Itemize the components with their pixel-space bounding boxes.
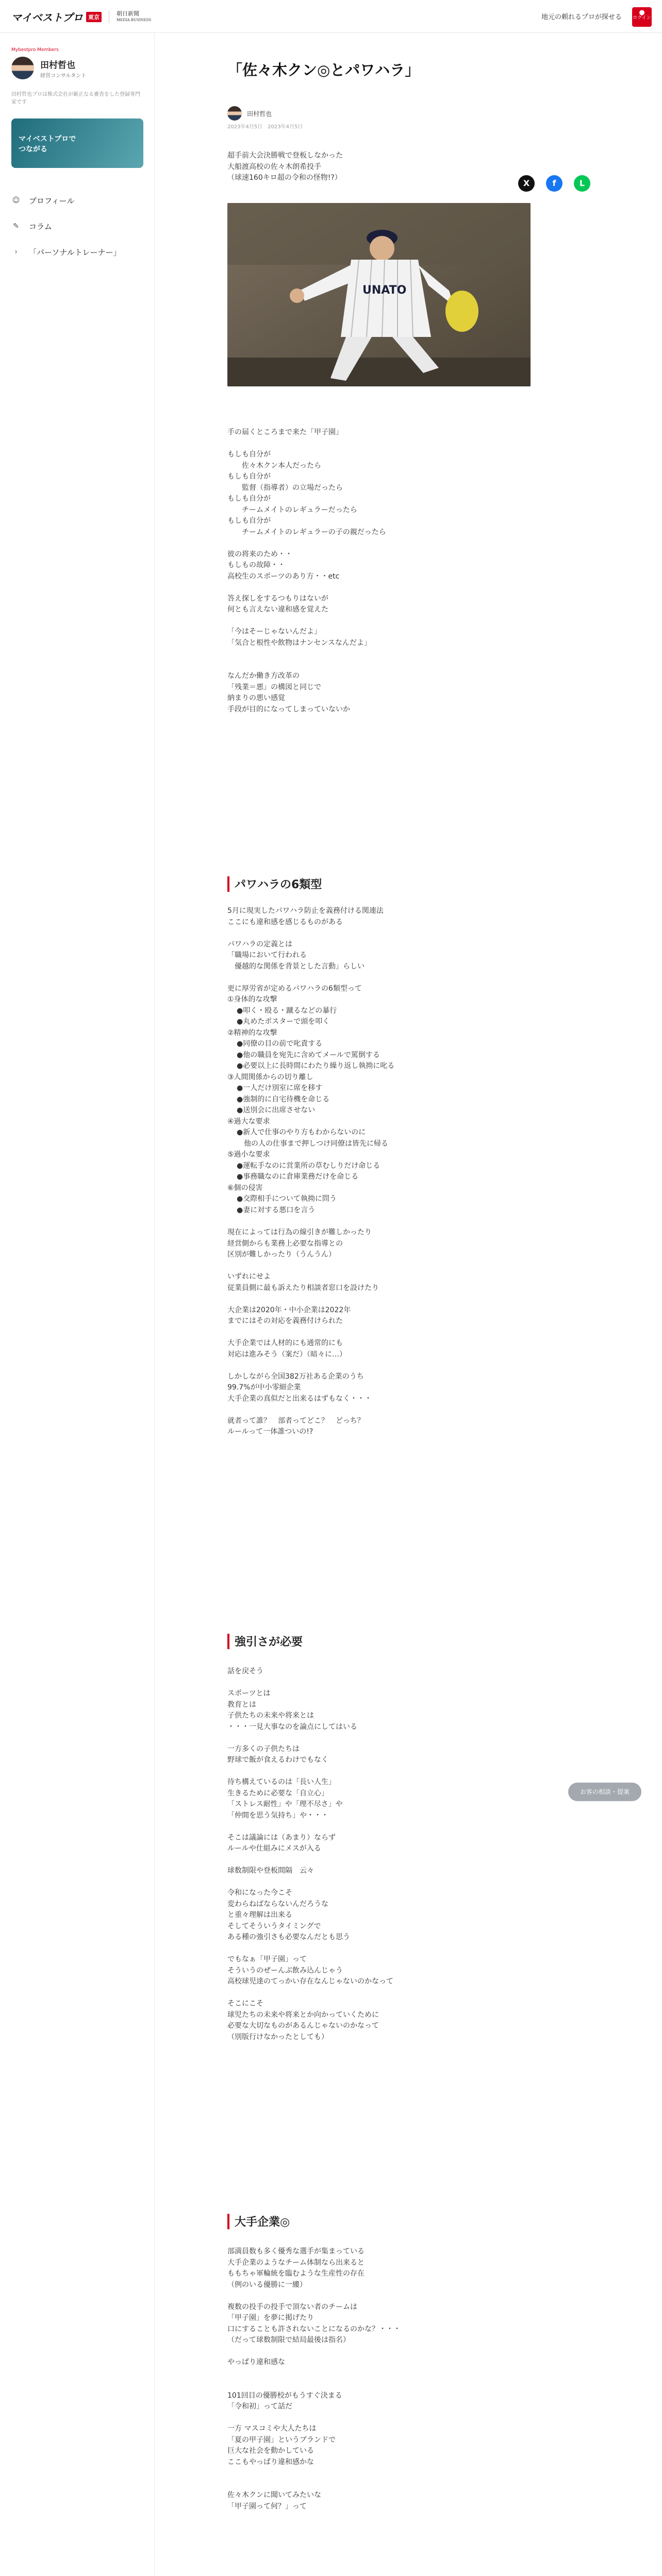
list-item: ●事務職なのに倉庫業務だけを命じる	[237, 1173, 359, 1181]
pawahara-section	[227, 906, 590, 1438]
sidebar-item-label: コラム	[29, 222, 52, 231]
site-header	[0, 0, 662, 33]
svg-text:UNATO: UNATO	[362, 284, 407, 297]
body-text-4: 話を戻そう スポーツとは 教育とは 子供たちの未来や将来とは ・・・一見大事なのを論点にしてはいる 一方多くの子供たちは 野球で飯が食えるわけでもなく 待ち構えているのは「長い人生」 生きるために必要な「自立心」 「ストレス耐性」や「理不尽さ」や 「仲間を思う気持ち」や・・・ そこは議論には（あまり）ならず ルールや仕組みにメスが入る 球数制限や登板間隔 云々 令和になった今こそ 変わらねばならないんだろうな と重々理解は出来る そしてそういうタイミングで ある種の強引さも必要なんだとも思う でもなぁ「甲子園」って そういうのぜーんぶ飲み込んじゃう 高校球児達のてっかい存在なんじゃないのかなって そこにこそ 球児たちの未来や将来とか向かっていくために 必要な大切なものがあるんじゃないのかなって （別版行けなかったとしても）	[227, 1667, 393, 2041]
sidebar-author-name[interactable]: 田村哲也	[40, 60, 75, 71]
x-share-icon[interactable]: X	[518, 175, 535, 192]
pitcher-photo	[227, 203, 531, 386]
sidebar-item-label: プロフィール	[29, 196, 75, 206]
sidebar-role: Mybestpro Members	[11, 47, 59, 53]
intro-text: 超手前大会決勝戦で登板しなかった 大船渡高校の佐々木朗希投手 （球速160キロ超の令和の怪物!?）	[227, 151, 343, 182]
article-dates: 2023年4月5日 2023年4月5日	[227, 124, 303, 130]
list-item: ●必要以上に長時間にわたり繰り返し執拗に叱る	[237, 1062, 395, 1070]
heading-bar	[227, 2214, 229, 2229]
type4-list	[227, 1127, 590, 1149]
consult-float-button[interactable]: お客の相談・提案	[568, 1783, 641, 1801]
type3-list	[227, 1083, 590, 1116]
list-item: ●一人だけ別室に席を移す	[237, 1084, 323, 1092]
heading-bar	[227, 1634, 229, 1649]
sidebar-item-tag[interactable]	[11, 239, 143, 265]
type-heading: ④過大な要求	[227, 1117, 270, 1126]
user-icon: ●	[639, 9, 645, 16]
section-heading	[227, 1633, 590, 1649]
author-name[interactable]: 田村哲也	[247, 110, 272, 117]
sidebar-banner[interactable]: マイベストプロで つながる	[11, 118, 143, 168]
body-text-1: 手の届くところまで来た「甲子園」 もしも自分が 佐々木クン本人だったら もしも自分が 監督（指導者）の立場だったら もしも自分が チームメイトのレギュラーだったら もしも自分が チームメイトのレギュラーの子の親だったら 彼の将来のため・・ もしもの故障・・ 高校生のスポーツのあり方・・etc 答え探しをするつもりはないが 何とも言えない違和感を覚えた 「今はそーじゃないんだよ」 「気合と根性や飲物はナンセンスなんだよ」 なんだか働き方改革の 「残業＝悪」の構図と同じで 納まりの悪い感覚 手段が目的になってしまっていないか	[227, 428, 386, 714]
heading-text: 大手企業◎	[235, 2216, 290, 2229]
site-logo[interactable]	[11, 9, 151, 24]
tag-icon: ›	[14, 248, 18, 256]
type-heading: ③人間関係からの切り離し	[227, 1073, 313, 1081]
type-heading: ②精神的な攻撃	[227, 1028, 277, 1037]
type-heading: ⑥個の侵害	[227, 1183, 263, 1192]
asahi-line2: MEDIA BUSINESS	[117, 18, 152, 22]
type1-list	[227, 1006, 590, 1028]
type-heading: ⑤過小な要求	[227, 1150, 270, 1159]
asahi-logo	[117, 11, 151, 23]
header-tagline-link[interactable]: 地元の頼れるプロが探せる	[541, 13, 622, 21]
sidebar-item-label: 「パーソナルトレーナー」	[29, 247, 121, 257]
sidebar-item-column[interactable]	[11, 213, 143, 239]
column-icon: ✎	[13, 222, 19, 230]
list-item: ●丸めたポスターで頭を叩く	[237, 1018, 330, 1026]
login-button[interactable]	[632, 7, 652, 27]
avatar[interactable]	[11, 57, 34, 79]
list-item: ●同僚の目の前で叱責する	[237, 1040, 323, 1048]
body-text-2: 5月に現実したパワハラ防止を義務付ける関連法 ここにも違和感を感じるものがある パワハラの定義とは 「職場において行われる 優越的な関係を背景とした言動」らしい 更に厚労省が定めるパワハラの6類型って ①身体的な攻撃	[227, 907, 384, 1004]
asahi-line1: 朝日新聞	[117, 10, 139, 17]
type6-list	[227, 1194, 590, 1216]
heading-text: パワハラの6類型	[235, 878, 322, 891]
body-text-5: 部満員数も多く優秀な選手が集まっている 大手企業のようなチーム体制なら出来ると ももちゃ軍輪統を臨むような生産性の存在 （例のいる優勝に一縷） 複数の投手の投手で頂ない者のチームは 「甲子園」を夢に掲げたり 口にすることも許されないことになるのかな？・・・ （だって球数制限で結局最後は指名） やっぱり違和感な 101回目の優勝校がもうすぐ決まる 「令和初」って話だ 一方 マスコミや大人たちは 「夏の甲子園」というブランドで 巨大な社会を動かしている ここもやっぱり違和感かな 佐々木クンに聞いてみたいな 「甲子園って何？」って	[227, 2247, 401, 2511]
person-icon: ☺	[12, 196, 20, 205]
sidebar-nav	[11, 188, 143, 265]
sidebar-description: 田村哲也プロは株式会社が厳正なる審査をした登録専門家です	[11, 92, 140, 105]
sidebar-author-title: 経営コンサルタント	[40, 73, 87, 79]
list-item: ●叩く・殴る・蹴るなどの暴行	[237, 1006, 337, 1015]
type5-list	[227, 1161, 590, 1183]
list-item: ●交際相手について執拗に問う	[237, 1195, 337, 1203]
logo-text: マイベストプロ	[11, 12, 83, 24]
region-badge: 東京	[86, 12, 102, 22]
line-share-icon[interactable]: L	[574, 175, 590, 192]
heading-text: 強引さが必要	[235, 1636, 303, 1649]
list-item: ●運転手なのに営業所の草むしりだけ命じる	[237, 1161, 380, 1170]
login-label: ログイン	[633, 15, 651, 21]
hero-photo	[227, 203, 531, 386]
list-item: ●送別会に出席させない	[237, 1106, 316, 1114]
section-heading	[227, 876, 590, 892]
avatar[interactable]	[227, 106, 242, 121]
list-item: ●新人で仕事のやり方もわからないのに 他の人の仕事まで押しつけ同僚は皆先に帰る	[237, 1128, 388, 1148]
body-text-3: 現在によっては行為の線引きが難しかったり 経営側からも業務上必要な指導との 区別が難しかったり（うんうん） いずれにせよ 従業員側に最も訴えたり相談者窓口を設けたり 大企業は2020年・中小企業は2022年 までにはその対応を義務付けられた 大手企業では人材的にも通常的にも 対応は進みそう（案だ）（暗々に…） しかしながら全国382万社ある企業のうち 99.7%が中小零細企業 大手企業の真似だと出来るはずもなく・・・ 就者って誰？ 部者ってどこ？ どっち？ ルールって一体誰ついの!?	[227, 1228, 379, 1436]
list-item: ●妻に対する悪口を言う	[237, 1206, 316, 1214]
sidebar	[0, 33, 155, 2576]
facebook-share-icon[interactable]: f	[546, 175, 562, 192]
page-title: 「佐々木クン◎とパワハラ」	[227, 61, 420, 79]
section-heading	[227, 2213, 590, 2229]
list-item: ●強制的に自宅待機を命じる	[237, 1095, 330, 1104]
list-item: ●他の職員を宛先に含めてメールで罵倒する	[237, 1050, 380, 1059]
sidebar-item-profile[interactable]	[11, 188, 143, 213]
heading-bar	[227, 876, 229, 892]
type2-list	[227, 1039, 590, 1072]
